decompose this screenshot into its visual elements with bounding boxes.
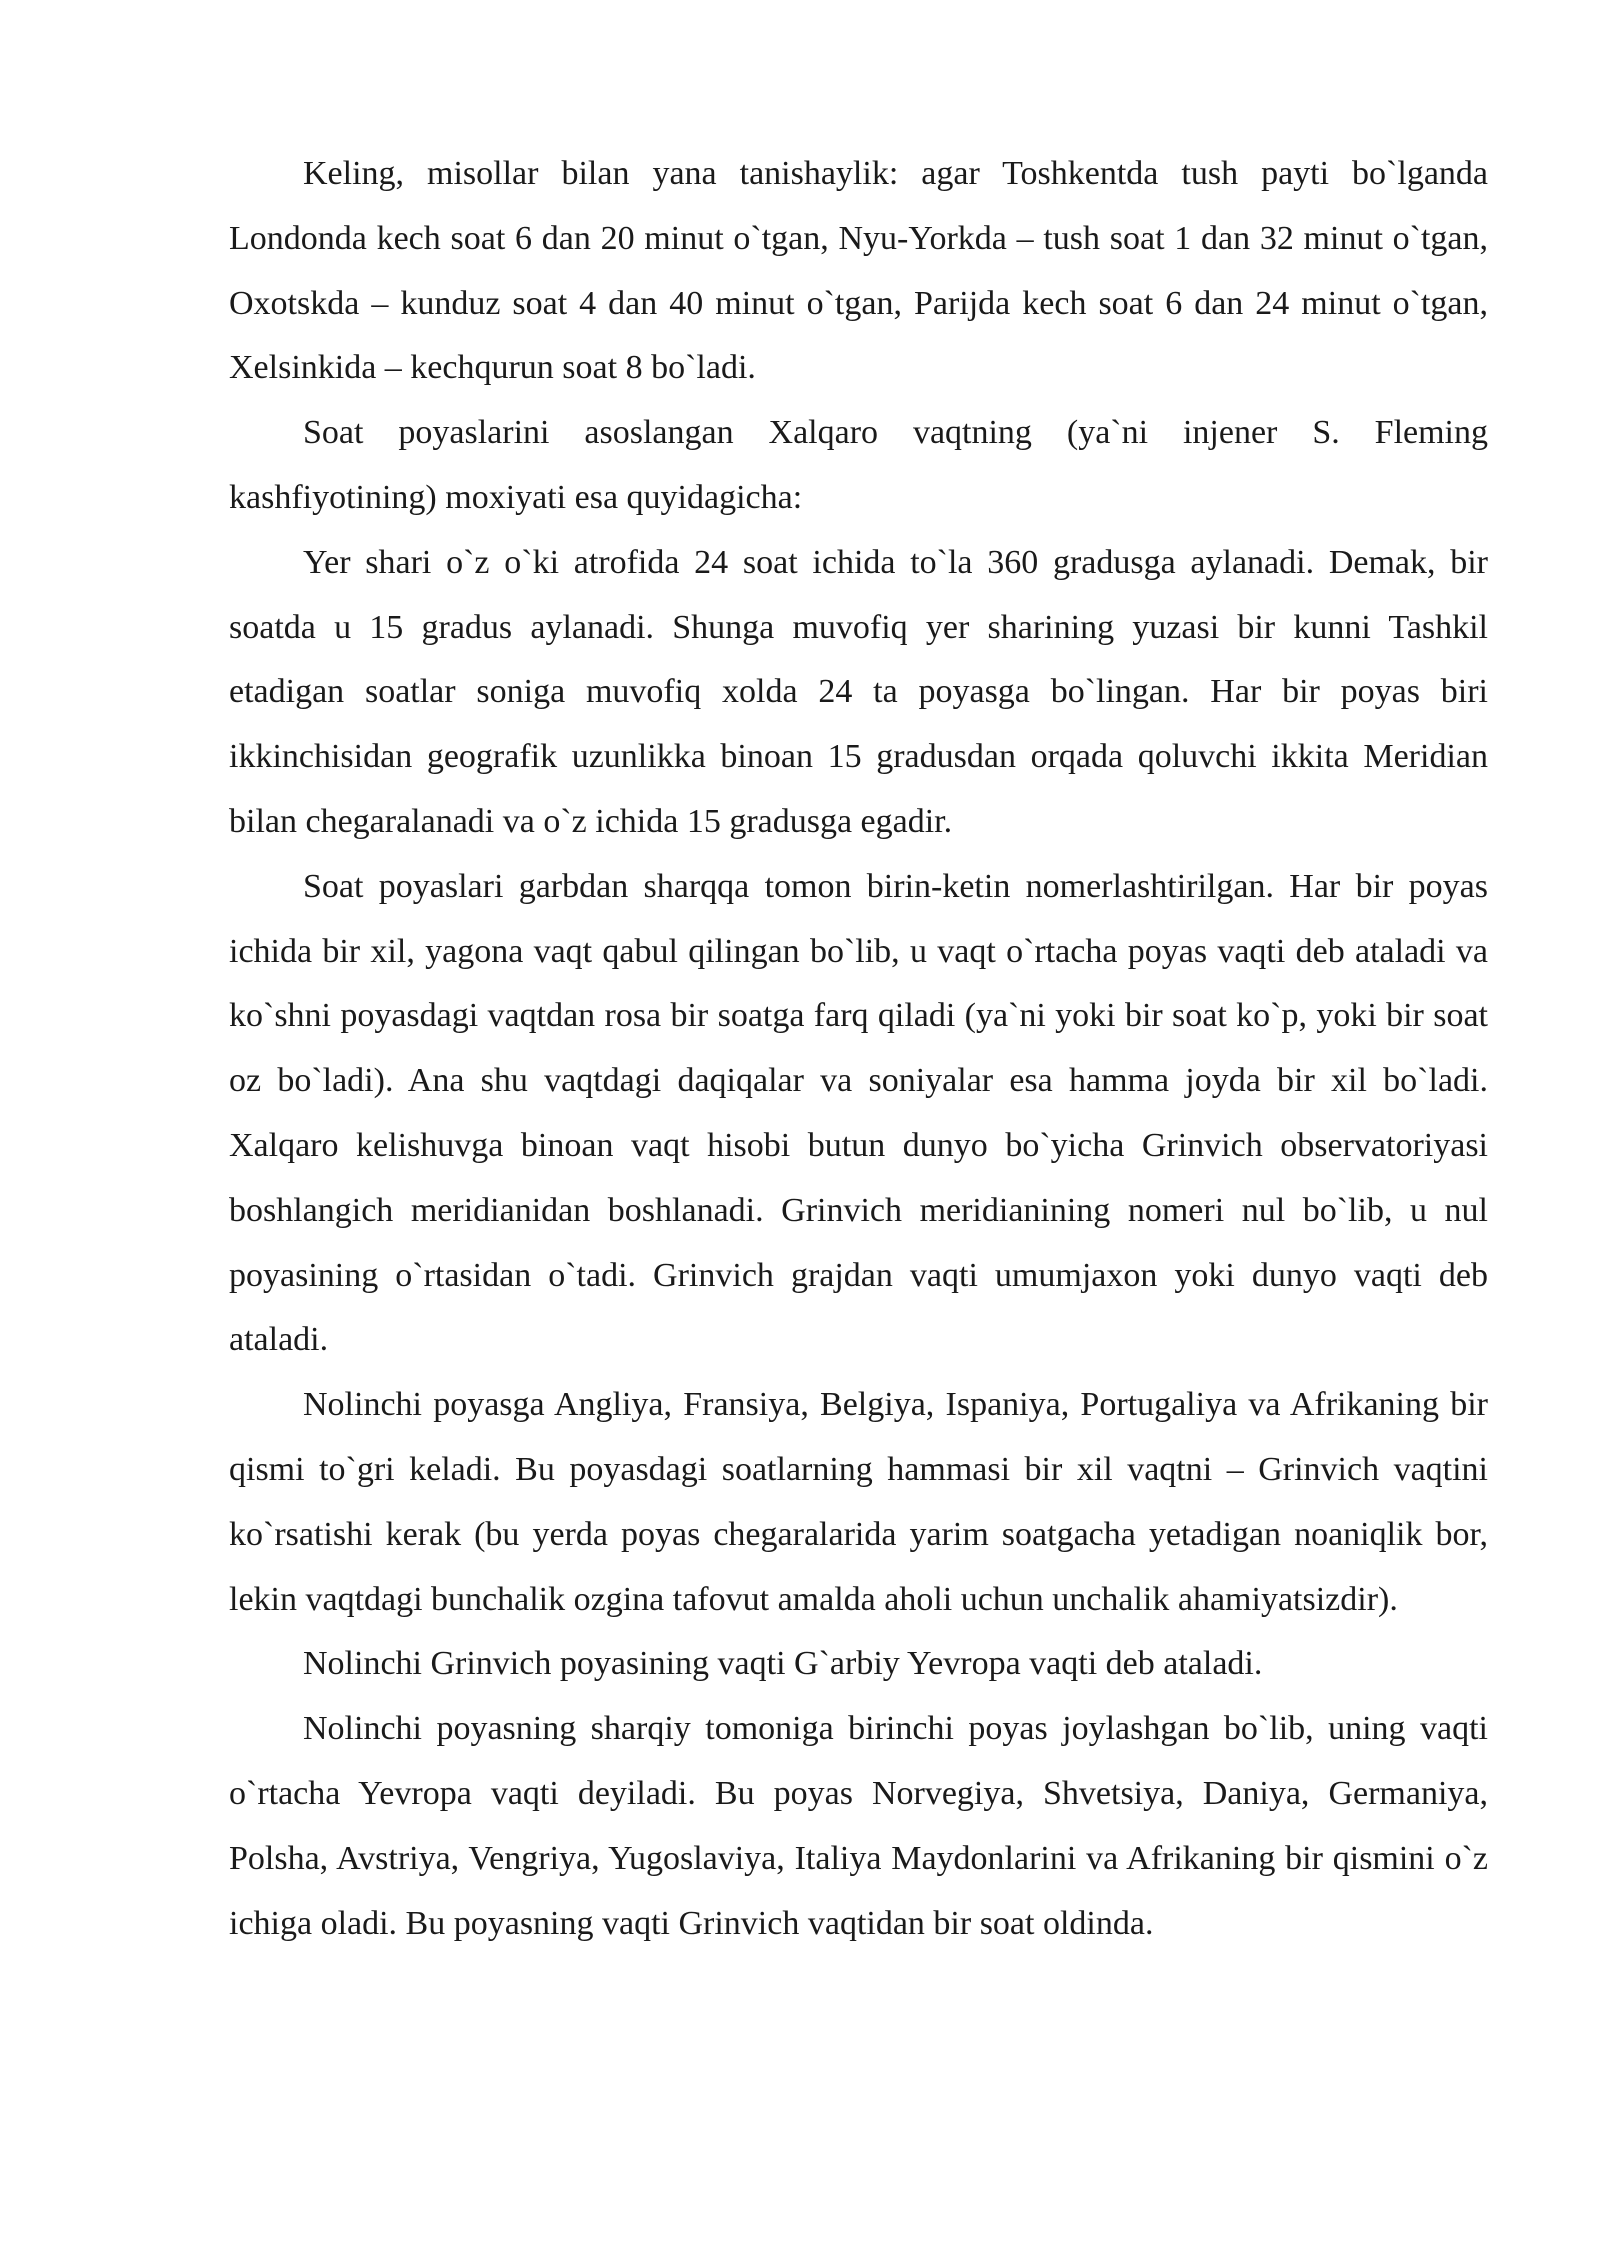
paragraph-1: Keling, misollar bilan yana tanishaylik: agar Toshkentda tush payti bo`lganda Londonda kech soat 6 dan 20 minut o`tgan, Nyu-Yorkda – tush soat 1 dan 32 minut o`tgan, Oxotskda – kunduz soat 4 dan 40 minut o`tgan, Parijda kech soat 6 dan 24 minut o`tgan, Xelsinkida – kechqurun soat 8 bo`ladi. xyxy=(229,155,1488,387)
document-body xyxy=(229,142,1488,1956)
paragraph-2: Soat poyaslarini asoslangan Xalqaro vaqtning (ya`ni injener S. Fleming kashfiyotining) moxiyati esa quyidagicha: xyxy=(229,414,1488,516)
paragraph-4: Soat poyaslari garbdan sharqqa tomon birin-ketin nomerlashtirilgan. Har bir poyas ichida bir xil, yagona vaqt qabul qilingan bo`lib, u vaqt o`rtacha poyas vaqti deb ataladi va ko`shni poyasdagi vaqtdan rosa bir soatga farq qiladi (ya`ni yoki bir soat ko`p, yoki bir soat oz bo`ladi). Ana shu vaqtdagi daqiqalar va soniyalar esa hamma joyda bir xil bo`ladi. Xalqaro kelishuvga binoan vaqt hisobi butun dunyo bo`yicha Grinvich observatoriyasi boshlangich meridianidan boshlanadi. Grinvich meridianining nomeri nul bo`lib, u nul poyasining o`rtasidan o`tadi. Grinvich grajdan vaqti umumjaxon yoki dunyo vaqti deb ataladi. xyxy=(229,867,1488,1359)
paragraph-7: Nolinchi poyasning sharqiy tomoniga birinchi poyas joylashgan bo`lib, uning vaqti o`rtacha Yevropa vaqti deyiladi. Bu poyas Norvegiya, Shvetsiya, Daniya, Germaniya, Polsha, Avstriya, Vengriya, Yugoslaviya, Italiya Maydonlarini va Afrikaning bir qismini o`z ichiga oladi. Bu poyasning vaqti Grinvich vaqtidan bir soat oldinda. xyxy=(229,1710,1488,1942)
paragraph-5: Nolinchi poyasga Angliya, Fransiya, Belgiya, Ispaniya, Portugaliya va Afrikaning bir qismi to`gri keladi. Bu poyasdagi soatlarning hammasi bir xil vaqtni – Grinvich vaqtini ko`rsatishi kerak (bu yerda poyas chegaralarida yarim soatgacha yetadigan noaniqlik bor, lekin vaqtdagi bunchalik ozgina tafovut amalda aholi uchun unchalik ahamiyatsizdir). xyxy=(229,1386,1488,1618)
paragraph-3: Yer shari o`z o`ki atrofida 24 soat ichida to`la 360 gradusga aylanadi. Demak, bir soatda u 15 gradus aylanadi. Shunga muvofiq yer sharining yuzasi bir kunni Tashkil etadigan soatlar soniga muvofiq xolda 24 ta poyasga bo`lingan. Har bir poyas biri ikkinchisidan geografik uzunlikka binoan 15 gradusdan orqada qoluvchi ikkita Meridian bilan chegaralanadi va o`z ichida 15 gradusga egadir. xyxy=(229,543,1488,840)
paragraph-6: Nolinchi Grinvich poyasining vaqti G`arbiy Yevropa vaqti deb ataladi. xyxy=(303,1645,1263,1683)
